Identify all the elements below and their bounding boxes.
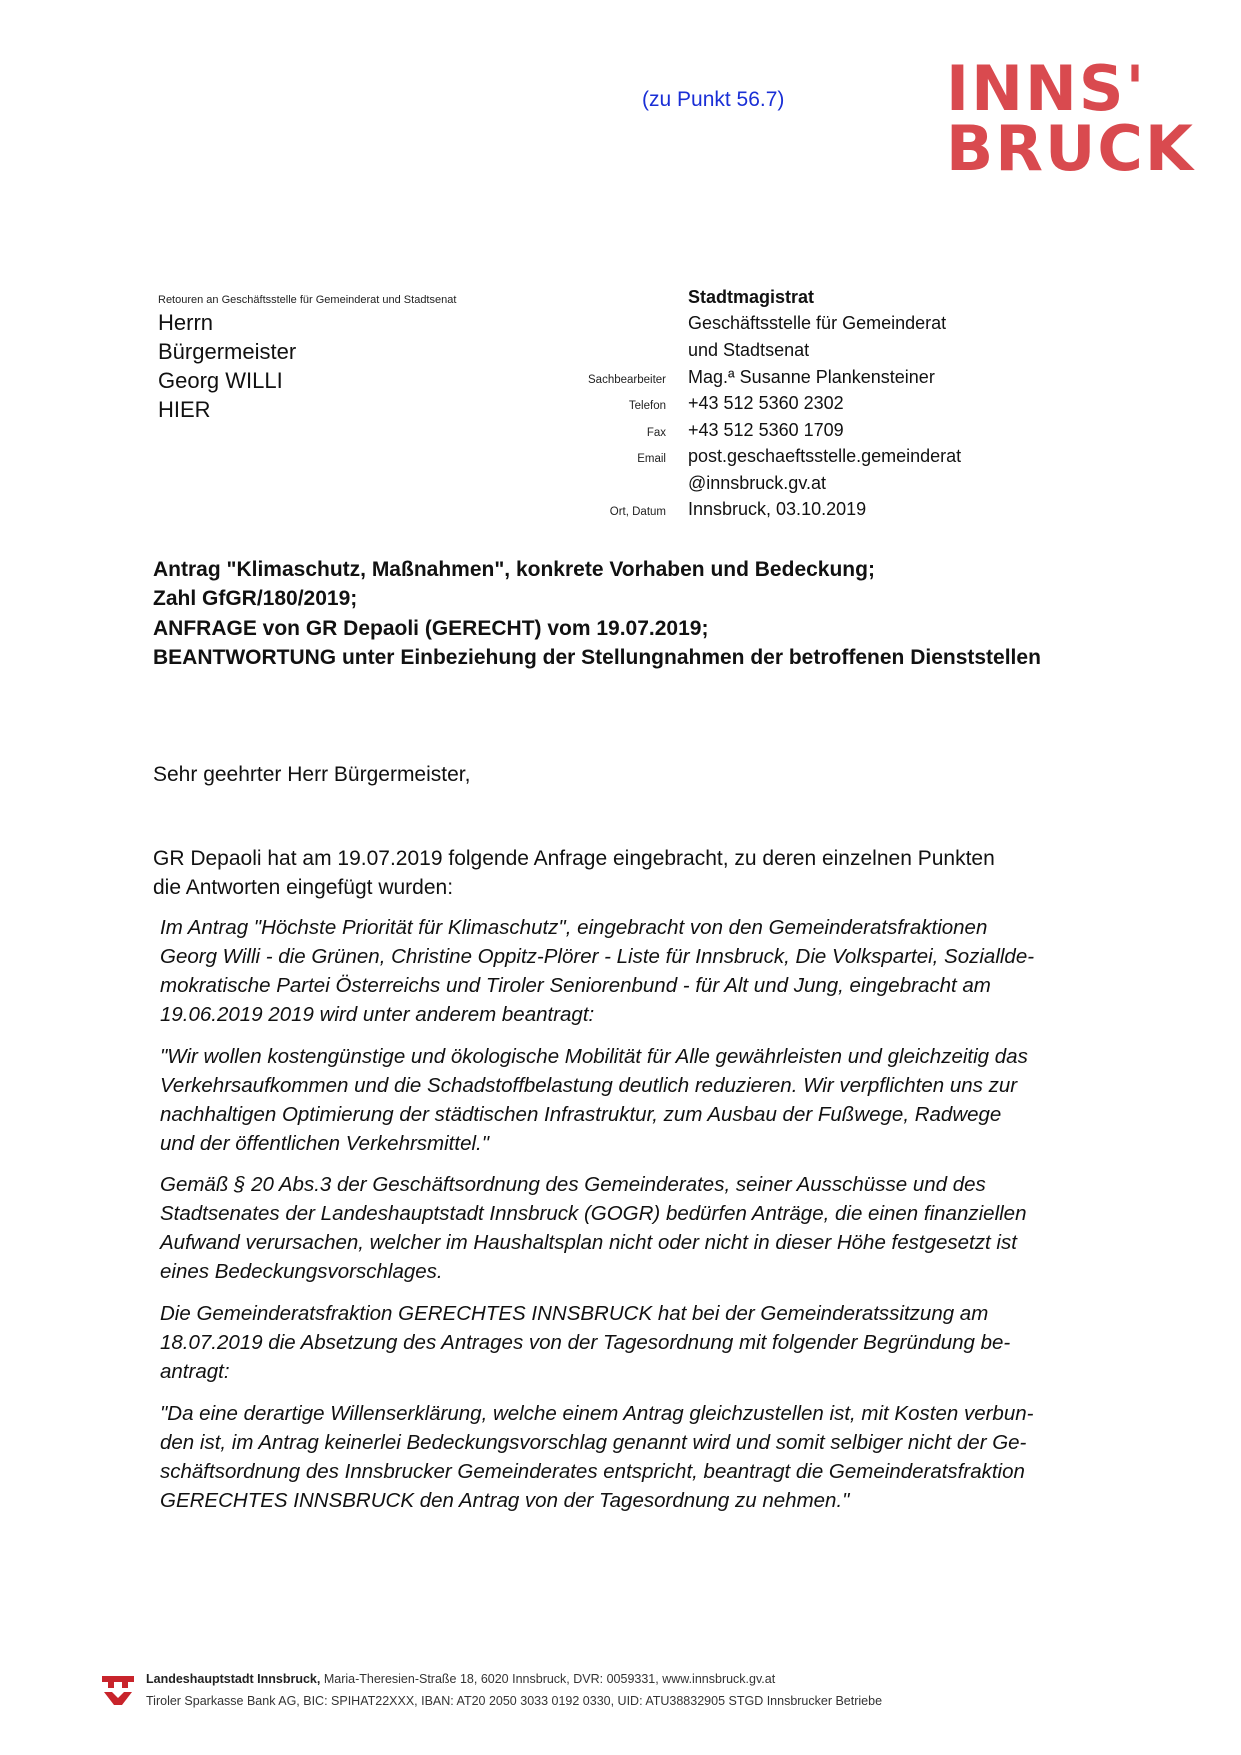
quote-line: antragt: xyxy=(160,1360,230,1383)
quote-line: Verkehrsaufkommen und die Schadstoffbelastung deutlich reduzieren. Wir verpflichten uns zur xyxy=(160,1074,1018,1097)
quote-line: den ist, im Antrag keinerlei Bedeckungsvorschlag genannt wird und somit selbiger nicht der Ge- xyxy=(160,1431,1027,1454)
logo-line-1: INNS' xyxy=(946,52,1147,125)
quote-line: Aufwand verursachen, welcher im Haushaltsplan nicht oder nicht in dieser Höhe festgesetzt ist xyxy=(160,1231,1017,1254)
quote-line: 18.07.2019 die Absetzung des Antrages von der Tagesordnung mit folgender Begründung be- xyxy=(160,1331,1011,1354)
recipient-line: HIER xyxy=(158,397,211,422)
return-address: Retouren an Geschäftsstelle für Gemeinderat und Stadtsenat xyxy=(158,294,457,306)
quote-line: Stadtsenates der Landeshauptstadt Innsbruck (GOGR) bedürfen Anträge, die einen finanziellen xyxy=(160,1202,1027,1225)
sachbearbeiter-label: Sachbearbeiter xyxy=(588,374,666,386)
reference-note: (zu Punkt 56.7) xyxy=(642,88,785,111)
quote-line: eines Bedeckungsvorschlages. xyxy=(160,1260,443,1283)
quote-line: 19.06.2019 2019 wird unter anderem beantragt: xyxy=(160,1003,595,1026)
quote-line: Im Antrag "Höchste Priorität für Klimaschutz", eingebracht von den Gemeinderatsfraktionen xyxy=(160,916,988,939)
quote-paragraph-4 xyxy=(160,1299,1140,1386)
telefon-value: +43 512 5360 2302 xyxy=(688,393,844,413)
city-emblem-icon xyxy=(100,1672,136,1708)
intro-line: die Antworten eingefügt wurden: xyxy=(153,876,454,899)
quote-line: Georg Willi - die Grünen, Christine Oppitz-Plörer - Liste für Innsbruck, Die Volkspartei, Soziallde- xyxy=(160,945,1035,968)
sachbearbeiter-value: Mag.ª Susanne Plankensteiner xyxy=(688,367,935,387)
footer-line-2: Tiroler Sparkasse Bank AG, BIC: SPIHAT22XXX, IBAN: AT20 2050 3033 0192 0330, UID: ATU38832905 STGD Innsbrucker Betriebe xyxy=(146,1694,883,1708)
subject-line: Antrag "Klimaschutz, Maßnahmen", konkrete Vorhaben und Bedeckung; xyxy=(153,558,875,581)
innsbruck-logo xyxy=(946,52,1195,185)
footer-line-1 xyxy=(146,1672,775,1686)
subject-line: Zahl GfGR/180/2019; xyxy=(153,587,358,610)
quote-line: und der öffentlichen Verkehrsmittel." xyxy=(160,1132,489,1155)
quote-line: nachhaltigen Optimierung der städtischen Infrastruktur, zum Ausbau der Fußwege, Radwege xyxy=(160,1103,1002,1126)
quote-line: GERECHTES INNSBRUCK den Antrag von der Tagesordnung zu nehmen." xyxy=(160,1489,850,1512)
intro-line: GR Depaoli hat am 19.07.2019 folgende Anfrage eingebracht, zu deren einzelnen Punkten xyxy=(153,847,995,870)
quote-line: "Da eine derartige Willenserklärung, welche einem Antrag gleichzustellen ist, mit Kosten verbun- xyxy=(160,1402,1034,1425)
footer xyxy=(100,1668,1160,1728)
ort-datum-label: Ort, Datum xyxy=(609,506,666,518)
recipient-line: Georg WILLI xyxy=(158,368,283,393)
quote-paragraph-2 xyxy=(160,1042,1140,1158)
footer-city-name: Landeshauptstadt Innsbruck, xyxy=(146,1672,321,1686)
quote-paragraph-5 xyxy=(160,1399,1140,1515)
quote-paragraph-3 xyxy=(160,1170,1140,1286)
email-value-2: @innsbruck.gv.at xyxy=(688,473,826,493)
ort-datum-value: Innsbruck, 03.10.2019 xyxy=(688,499,867,519)
quote-line: schäftsordnung des Innsbrucker Gemeinderates entspricht, beantragt die Gemeinderatsfraktion xyxy=(160,1460,1025,1483)
sender-dept-1: Geschäftsstelle für Gemeinderat xyxy=(688,313,947,333)
quote-paragraph-1 xyxy=(160,913,1140,1029)
fax-value: +43 512 5360 1709 xyxy=(688,420,844,440)
subject-line: BEANTWORTUNG unter Einbeziehung der Stellungnahmen der betroffenen Dienststellen xyxy=(153,646,1041,669)
quote-line: "Wir wollen kostengünstige und ökologische Mobilität für Alle gewährleisten und gleichzeitig das xyxy=(160,1045,1028,1068)
subject-line: ANFRAGE von GR Depaoli (GERECHT) vom 19.07.2019; xyxy=(153,617,709,640)
recipient-line: Bürgermeister xyxy=(158,339,297,364)
footer-address: Maria-Theresien-Straße 18, 6020 Innsbruck, DVR: 0059331, www.innsbruck.gv.at xyxy=(323,1672,776,1686)
sender-org: Stadtmagistrat xyxy=(688,287,815,307)
email-value-1: post.geschaeftsstelle.gemeinderat xyxy=(688,446,962,466)
email-label: Email xyxy=(637,453,666,465)
fax-label: Fax xyxy=(646,427,666,439)
sender-dept-2: und Stadtsenat xyxy=(688,340,810,360)
quote-line: Gemäß § 20 Abs.3 der Geschäftsordnung des Gemeinderates, seiner Ausschüsse und des xyxy=(160,1173,986,1196)
recipient-line: Herrn xyxy=(158,310,214,335)
quote-line: mokratische Partei Österreichs und Tiroler Seniorenbund - für Alt und Jung, eingebracht am xyxy=(160,974,991,997)
quote-line: Die Gemeinderatsfraktion GERECHTES INNSBRUCK hat bei der Gemeinderatssitzung am xyxy=(160,1302,989,1325)
logo-line-2: BRUCK xyxy=(946,112,1195,185)
salutation: Sehr geehrter Herr Bürgermeister, xyxy=(153,763,471,786)
telefon-label: Telefon xyxy=(628,400,666,412)
